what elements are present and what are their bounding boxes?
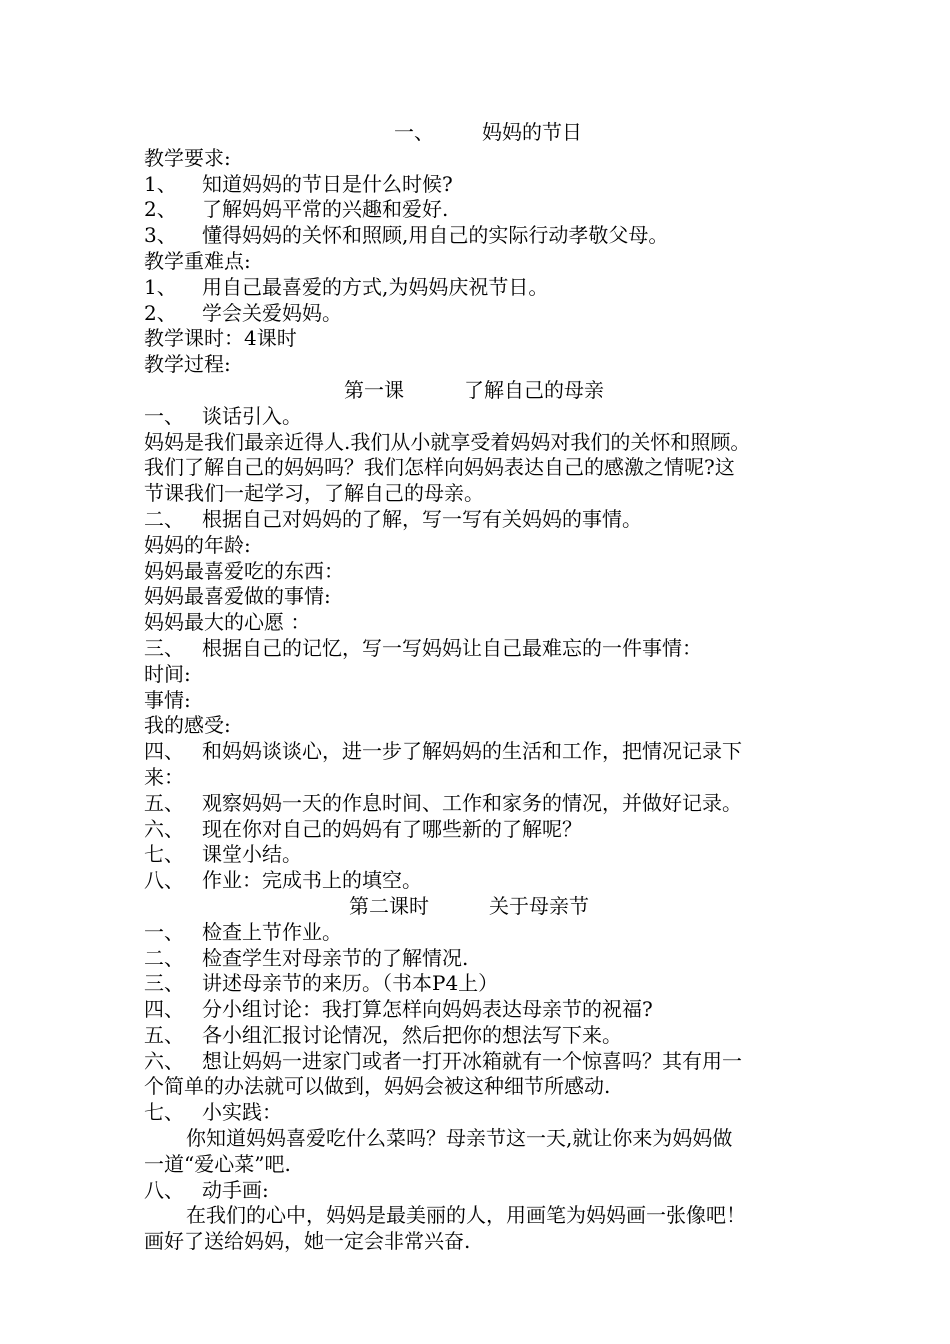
- fill-field: 妈妈最喜爱吃的东西：: [144, 558, 344, 583]
- paragraph-line: 个简单的办法就可以做到，妈妈会被这种细节所感动.: [144, 1074, 611, 1099]
- document-page: [144, 120, 814, 1255]
- lesson1-item: 六、 现在你对自己的妈妈有了哪些新的了解呢？: [144, 816, 582, 841]
- title-number: 一、: [394, 120, 434, 144]
- fill-field: 事情:: [144, 687, 191, 712]
- lesson1-item: 五、 观察妈妈一天的作息时间、工作和家务的情况，并做好记录。: [144, 790, 742, 815]
- difficulty-item: 2、 学会关爱妈妈。: [144, 300, 342, 325]
- paragraph-line: 节课我们一起学习，了解自己的母亲。: [144, 481, 484, 506]
- paragraph-line: 一道“爱心菜”吧.: [144, 1151, 291, 1176]
- fill-field: 妈妈最大的心愿 ：: [144, 610, 311, 635]
- paragraph-line: 妈妈是我们最亲近得人.我们从小就享受着妈妈对我们的关怀和照顾。: [144, 429, 751, 454]
- lesson2-title: 第二课时 关于母亲节: [349, 893, 589, 918]
- lesson1-item: 一、 谈话引入。: [144, 403, 302, 428]
- difficulty-item: 1、 用自己最喜爱的方式,为妈妈庆祝节日。: [144, 274, 549, 299]
- lesson2-item: 一、 检查上节作业。: [144, 919, 342, 944]
- paragraph-line: 你知道妈妈喜爱吃什么菜吗？母亲节这一天,就让你来为妈妈做: [186, 1126, 733, 1151]
- requirement-item: 3、 懂得妈妈的关怀和照顾,用自己的实际行动孝敬父母。: [144, 223, 669, 248]
- fill-field: 我的感受:: [144, 713, 231, 738]
- lesson1-title: 第一课 了解自己的母亲: [344, 377, 604, 402]
- lesson1-item: 二、 根据自己对妈妈的了解，写一写有关妈妈的事情。: [144, 506, 642, 531]
- lesson2-item: 七、 小实践：: [144, 1100, 282, 1125]
- fill-field: 妈妈最喜爱做的事情:: [144, 584, 331, 609]
- lesson1-item: 四、 和妈妈谈谈心，进一步了解妈妈的生活和工作，把情况记录下: [144, 739, 742, 764]
- lesson2-item: 八、 动手画:: [144, 1177, 269, 1202]
- requirement-item: 2、 了解妈妈平常的兴趣和爱好.: [144, 197, 449, 222]
- lesson-hours: 教学课时：4课时: [144, 326, 297, 351]
- document-title: [144, 120, 814, 146]
- lesson2-item: 六、 想让妈妈一进家门或者一打开冰箱就有一个惊喜吗？其有用一: [144, 1048, 742, 1073]
- paragraph-line: 我们了解自己的妈妈吗？我们怎样向妈妈表达自己的感激之情呢?这: [144, 455, 735, 480]
- lesson2-item: 三、 讲述母亲节的来历。（书本P4上）: [144, 971, 499, 996]
- paragraph-line: 画好了送给妈妈，她一定会非常兴奋.: [144, 1229, 471, 1254]
- process-heading: 教学过程:: [144, 352, 231, 377]
- lesson1-item: 八、 作业：完成书上的填空。: [144, 868, 422, 893]
- fill-field: 妈妈的年龄:: [144, 532, 251, 557]
- lesson2-item: 四、 分小组讨论：我打算怎样向妈妈表达母亲节的祝福?: [144, 997, 653, 1022]
- title-text: 妈妈的节日: [482, 120, 582, 144]
- requirement-item: 1、 知道妈妈的节日是什么时候?: [144, 171, 453, 196]
- paragraph-line: 在我们的心中，妈妈是最美丽的人，用画笔为妈妈画一张像吧！: [186, 1203, 746, 1228]
- fill-field: 时间:: [144, 661, 191, 686]
- requirements-heading: 教学要求:: [144, 145, 231, 170]
- lesson2-item: 二、 检查学生对母亲节的了解情况.: [144, 945, 469, 970]
- lesson1-item: 三、 根据自己的记忆，写一写妈妈让自己最难忘的一件事情：: [144, 635, 702, 660]
- lesson1-item: 七、 课堂小结。: [144, 842, 302, 867]
- lesson2-item: 五、 各小组汇报讨论情况，然后把你的想法写下来。: [144, 1022, 622, 1047]
- paragraph-line: 来：: [144, 764, 184, 789]
- difficulty-heading: 教学重难点:: [144, 248, 251, 273]
